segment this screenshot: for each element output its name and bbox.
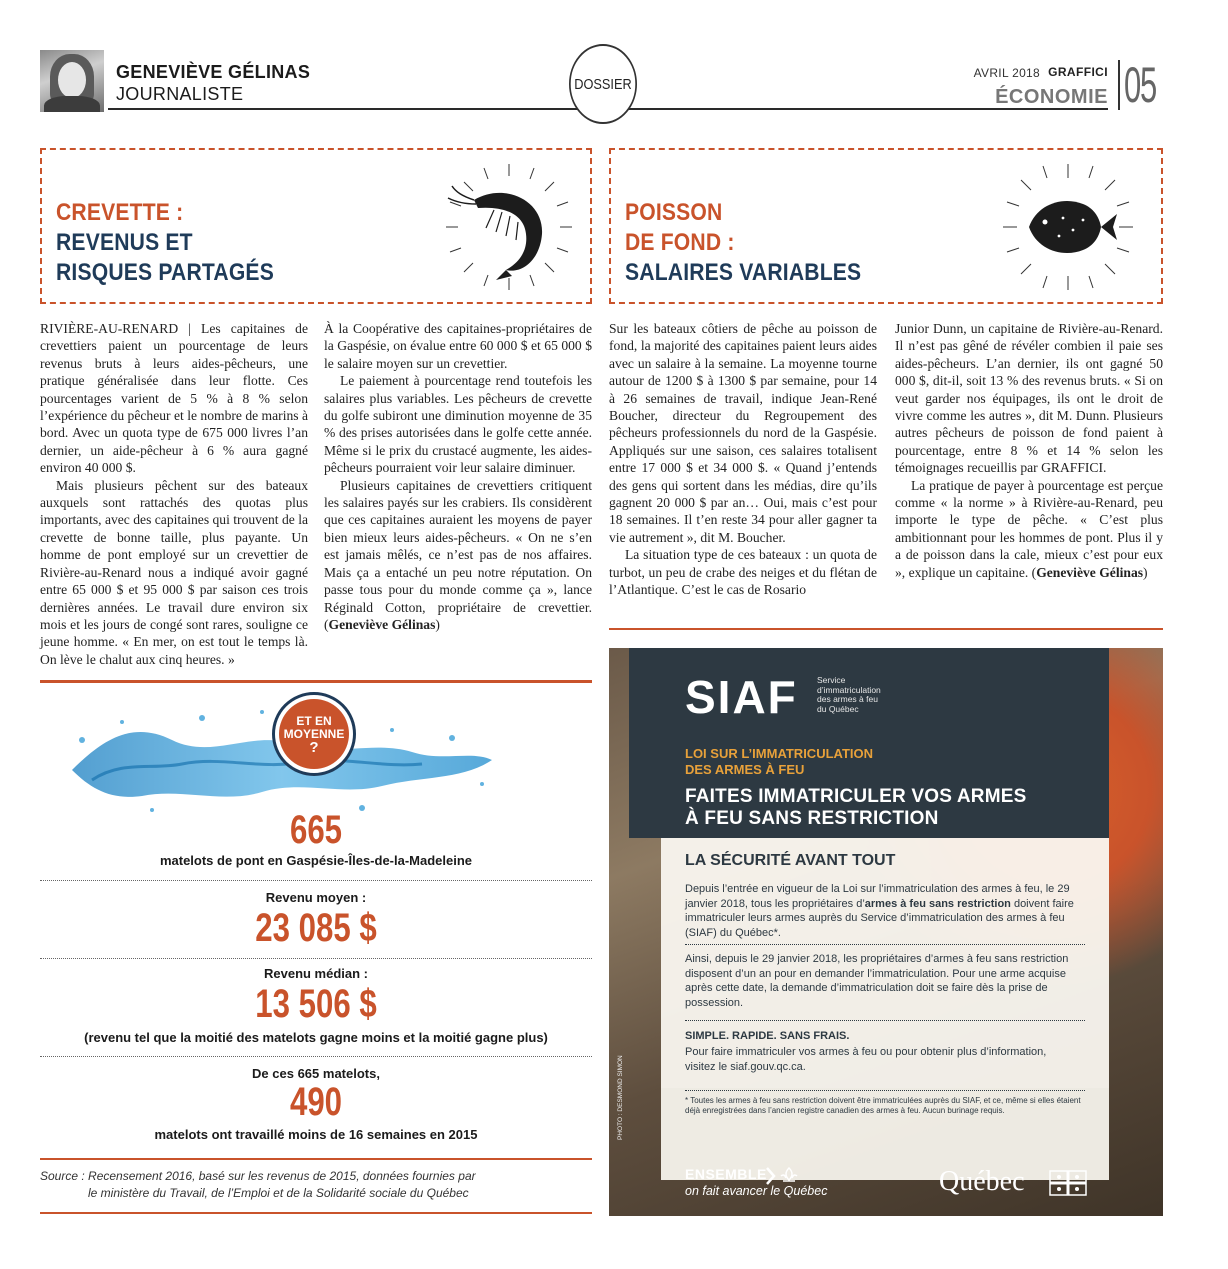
stat-subset-label: De ces 665 matelots, [252,1066,380,1081]
shrimp-paragraph-5-text: Plusieurs capitaines de crevettiers critiquent les salaires payés sur les crabiers. Ils considèrent que ces capitaines auraient les moyens de payer bien mieux leurs aides-pêcheurs. « On ne s’en est jamais mêlés, ce n’est pas de nos affaires. Mais ça a entaché un peu notre réputation. On passe tous pour du monde comme ça », lance Réginald Cotton, propriétaire de crevettier. ( [324,477,592,632]
fish-icon [993,152,1143,302]
ensemble-tagline: on fait avancer le Québec [685,1184,828,1198]
author-name: GENEVIÈVE GÉLINAS [116,62,311,82]
page-number: 05 [1124,57,1157,113]
groundfish-title-box [609,148,1163,304]
author-photo [40,50,104,112]
ad-headline-2: À FEU SANS RESTRICTION [685,808,939,829]
fish-title-1: POISSON [625,199,723,226]
ad-simple-text[interactable]: Pour faire immatriculer vos armes à feu ou pour obtenir plus d’information, visitez le siaf.gouv.qc.ca. [685,1046,1047,1073]
shrimp-title-box [40,148,592,304]
article-fish-col-1 [609,320,877,599]
logo-sub-1: Service [817,675,846,685]
ad-divider [685,1090,1085,1091]
stat-deckhands-label: matelots de pont en Gaspésie-Îles-de-la-Madeleine [159,853,473,868]
ad-para1-emphasis: armes à feu sans restriction [864,897,1011,910]
logo-sub-3: des armes à feu [817,694,878,704]
stats-top-rule [40,680,592,683]
ad-paragraph-1 [685,882,1085,940]
stats-bottom-rule [40,1158,592,1160]
fish-paragraph-2: La situation type de ces bateaux : un quota de turbot, un peu de crabe des neiges et du flétan de l’Atlantique. C’est le cas de Rosario [609,547,877,598]
page-divider [1118,60,1120,110]
shrimp-paragraph-2: Mais plusieurs pêchent sur des bateaux auxquels sont rattachés des quotas plus importants, avec des capitaines qui trouvent de la crevette de bonne taille, plus payante. Un homme de pont employé sur un crevettier de Rivière-au-Renard nous a indiqué avoir gagné entre 65 000 $ et 95 000 $ par saison ces trois dernières années. Le travail dure environ six mois et les jours de congé sont rares, souligne ce jeune homme. « En mer, on est tout le temps là. On lève le chalut aux cinq heures. » [40,477,309,667]
dossier-badge: DOSSIER [569,44,637,124]
stats-source: Source : Recensement 2016, basé sur les revenus de 2015, données fournies par [40,1169,476,1183]
shrimp-title-1: CREVETTE : [56,199,184,226]
siaf-logo-subtitle [817,676,881,714]
fish-title-3: SALAIRES VARIABLES [625,259,862,286]
fish-paragraph-4-text: La pratique de payer à pourcentage est perçue comme « la norme » à Rivière-au-Renard, peu importe le type de pêche. « C’est plus ambitionnant pour les hommes de pont. Plus il y a de poisson dans la cale, mieux c’est pour eux », explique un capitaine. ( [895,477,1163,580]
stat-subset-note: matelots ont travaillé moins de 16 semaines en 2015 [154,1127,478,1142]
stats-source-2: le ministère du Travail, de l’Emploi et de la Solidarité sociale du Québec [88,1186,469,1200]
shrimp-paragraph-5 [324,477,592,634]
issue-date: AVRIL 2018 [973,66,1040,80]
byline-close: ) [435,616,440,632]
logo-sub-2: d’immatriculation [817,684,881,695]
byline: Geneviève Gélinas [328,616,436,632]
stat-subset-value: 490 [289,1080,343,1124]
siaf-advertisement[interactable] [609,648,1163,1216]
chevron-fleur-de-lis-icon [765,1166,799,1186]
stat-deckhands-count: 665 [289,808,343,852]
author-role: JOURNALISTE [116,84,244,104]
stat-divider [40,1056,592,1057]
ad-para1-a: Depuis l’entrée en vigueur de la Loi sur l’immatriculation des armes à feu, le 29 janvier 2018, tous les propriétaires d’ [685,883,1070,910]
ensemble-label: ENSEMBLE [685,1166,767,1182]
issue-brand: GRAFFICI [1048,65,1108,79]
ad-footnote: * Toutes les armes à feu sans restriction doivent être immatriculées auprès du SIAF, et ce, même si elles étaient déjà enregistrées dans l’ancien registre canadien des armes à feu. Aucun burinage requis. [685,1096,1081,1115]
shrimp-paragraph-1: RIVIÈRE-AU-RENARD | Les capitaines de crevettiers paient un pourcentage de leurs revenus bruts à leurs aides-pêcheurs, une pratique généralisée dans leur flotte. Ces pourcentages varient de 5 % à 8 % selon l’expérience du pêcheur et le nombre de marins à bord. Avec un quota type de 675 000 livres l’an dernier, un aide-pêcheur à 6 % aura gagné environ 40 000 $. [40,321,308,476]
badge-question: ? [309,738,319,756]
ad-simple-title: SIMPLE. RAPIDE. SANS FRAIS. [685,1030,850,1042]
ad-header-panel [629,648,1109,838]
ad-kicker [685,746,873,778]
ad-headline [685,786,1026,830]
quebec-wordmark: Québec [939,1166,1025,1197]
photo-credit: PHOTO : DESMOND SIMON [617,1055,624,1140]
article-shrimp-col-1 [40,320,308,668]
ad-subtitle: LA SÉCURITÉ AVANT TOUT [685,852,896,869]
stat-median-label: Revenu médian : [263,966,369,981]
stat-median-value: 13 506 $ [255,982,377,1026]
article-fish-col-2 [895,320,1163,581]
average-badge [279,699,349,769]
badge-line-1: ET EN [296,713,332,728]
shrimp-title-2: REVENUS ET [56,229,193,256]
shrimp-title-3: RISQUES PARTAGÉS [56,259,274,286]
stat-mean-value: 23 085 $ [255,906,377,950]
ad-para1-c: doivent faire immatriculer leurs armes auprès du Service d’immatriculation des armes à feu (SIAF) du Québec*. [685,897,1074,939]
fish-title-2: DE FOND : [625,229,735,256]
stat-divider [40,880,592,881]
ad-divider [685,1020,1085,1021]
shrimp-icon [434,152,584,302]
stat-median-note: (revenu tel que la moitié des matelots gagne moins et la moitié gagne plus) [84,1030,548,1045]
ad-divider [685,944,1085,945]
shrimp-paragraph-4: Le paiement à pourcentage rend toutefois les salaires plus variables. Les pêcheurs de crevette du golfe subiront une diminution moyenne de 35 % des prises autorisées dans le golfe cette année. Même si le prix du crustacé augmente, les aides-pêcheurs pourraient voir leur salaire diminuer. [324,373,592,476]
ad-content-panel [661,838,1109,1088]
badge-line-2: MOYENNE [283,726,345,741]
quebec-flag-icon [1049,1170,1087,1196]
byline: Geneviève Gélinas [1036,564,1144,580]
section-name: ÉCONOMIE [995,86,1108,108]
byline-close: ) [1143,564,1148,580]
fish-paragraph-4 [895,477,1163,581]
fish-paragraph-3: Junior Dunn, un capitaine de Rivière-au-Renard. Il n’est pas gêné de révéler combien il paie ses aides-pêcheurs. L’an dernier, ils ont gagné 50 000 $, dit-il, soit 13 % des revenus bruts. « Si on veut garder nos équipages, ils ont le droit de vivre comme les autres », dit M. Dunn. Plusieurs autres pêcheurs de poisson de fond paient à pourcentage, entre 8 % et 14 % selon les témoignages recueillis par GRAFFICI. [895,321,1163,476]
ad-kicker-1: LOI SUR L’IMMATRICULATION [685,746,873,761]
stat-mean-label: Revenu moyen : [265,890,367,905]
siaf-logo: SIAF [685,671,798,723]
logo-sub-4: du Québec [817,703,859,714]
stat-divider [40,958,592,959]
section-rule [609,628,1163,630]
stats-end-rule [40,1212,592,1214]
ad-headline-1: FAITES IMMATRICULER VOS ARMES [685,786,1027,807]
ad-paragraph-2: Ainsi, depuis le 29 janvier 2018, les propriétaires d’armes à feu sans restriction disposent d’un an pour en demander l’immatriculation. Pour une arme acquise après cette date, la demande d’immatriculation doit se faire dès la prise de possession. [685,953,1069,1009]
article-shrimp-col-2 [324,320,592,633]
ad-kicker-2: DES ARMES À FEU [685,762,805,777]
fish-paragraph-1: Sur les bateaux côtiers de pêche au poisson de fond, la majorité des capitaines paient leurs aides avec un salaire à la semaine. La moyenne tourne autour de 1200 $ à 1300 $ par semaine, pour 14 à 26 semaines de travail, indique Jean-René Boucher, directeur du Regroupement des pêcheurs professionnels du nord de la Gaspésie. Appliqués sur une saison, ces salaires totalisent entre 17 000 $ et 34 000 $. « Quand j’entends des gens qui sortent dans les médias, dire qu’ils gagnent 20 000 $ par an… Oui, mais c’est pour 18 semaines. Il t’en reste 34 pour aller gagner ta vie autrement », dit M. Boucher. [609,321,877,545]
shrimp-paragraph-3: À la Coopérative des capitaines-propriétaires de la Gaspésie, on évalue entre 60 000 $ et 65 000 $ le salaire moyen sur un crevettier. [324,321,592,371]
